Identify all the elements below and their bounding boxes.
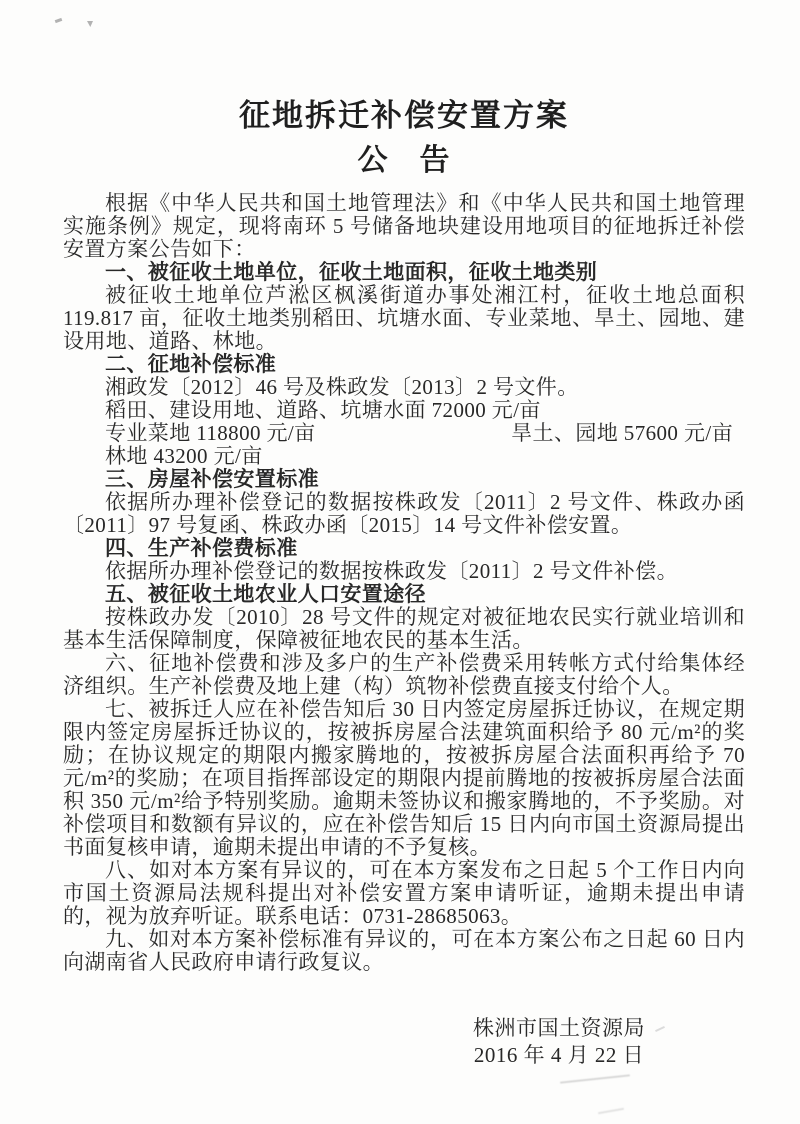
rate-vegetable-plot: 专业菜地 118800 元/亩 xyxy=(105,421,316,445)
section-8-paragraph: 八、如对本方案有异议的，可在本方案发布之日起 5 个工作日内向市国土资源局法规科提出对补偿安置方案申请听证，逾期未提出申请的，视为放弃听证。联系电话：0731-28685063。 xyxy=(63,858,745,928)
scan-speck xyxy=(55,18,63,23)
section-7-paragraph: 七、被拆迁人应在补偿告知后 30 日内签定房屋拆迁协议，在规定期限内签定房屋拆迁协议的，按被拆房屋合法建筑面积给予 80 元/m²的奖励；在协议规定的期限内搬家腾地的，按被拆房屋合法面积再给予 70 元/m²的奖励；在项目指挥部设定的期限内提前腾地的按被拆房屋合法面积 350 元/m²给予特别奖励。逾期未签协议和搬家腾地的，不予奖励。对补偿项目和数额有异议的，应在补偿告知后 15 日内向市国土资源局提出书面复核申请，逾期未提出申请的不予复核。 xyxy=(63,697,745,859)
document-title: 征地拆迁补偿安置方案 xyxy=(239,98,569,133)
document-content xyxy=(63,0,745,1069)
section-6-paragraph: 六、征地补偿费和涉及多户的生产补偿费采用转帐方式付给集体经济组织。生产补偿费及地上建（构）筑物补偿费直接支付给个人。 xyxy=(63,651,745,698)
rate-dry-land-orchard: 旱土、园地 57600 元/亩 xyxy=(511,421,733,445)
section-3-heading: 三、房屋补偿安置标准 xyxy=(105,467,319,491)
scan-smudge xyxy=(560,1074,630,1083)
section-9-paragraph: 九、如对本方案补偿标准有异议的，可在本方案公布之日起 60 日内向湖南省人民政府申请行政复议。 xyxy=(63,927,745,974)
section-3-body: 依据所办理补偿登记的数据按株政发〔2011〕2 号文件、株政办函〔2011〕97 号复函、株政办函〔2015〕14 号文件补偿安置。 xyxy=(63,490,745,537)
signature-block xyxy=(473,1015,645,1069)
section-1-body: 被征收土地单位芦淞区枫溪街道办事处湘江村，征收土地总面积 119.817 亩，征收土地类别稻田、坑塘水面、专业菜地、旱土、园地、建设用地、道路、林地。 xyxy=(63,283,745,353)
document-body xyxy=(63,192,745,974)
section-1-heading: 一、被征收土地单位，征收土地面积，征收土地类别 xyxy=(105,260,598,284)
scan-smudge xyxy=(598,1108,624,1114)
section-4-body: 依据所办理补偿登记的数据按株政发〔2011〕2 号文件补偿。 xyxy=(105,559,678,583)
rate-line-forest: 林地 43200 元/亩 xyxy=(105,444,263,468)
section-4-heading: 四、生产补偿费标准 xyxy=(105,536,298,560)
rate-line-paddy: 稻田、建设用地、道路、坑塘水面 72000 元/亩 xyxy=(105,398,541,422)
document-subtitle: 公 告 xyxy=(357,144,451,177)
rate-row xyxy=(63,422,745,445)
section-2-heading: 二、征地补偿标准 xyxy=(105,352,277,376)
section-5-heading: 五、被征收土地农业人口安置途径 xyxy=(105,582,426,606)
signature-org: 株洲市国土资源局 xyxy=(473,1016,645,1040)
signature-date: 2016 年 4 月 22 日 xyxy=(473,1043,645,1067)
paragraph-intro: 根据《中华人民共和国土地管理法》和《中华人民共和国土地管理实施条例》规定，现将南环 5 号储备地块建设用地项目的征地拆迁补偿安置方案公告如下： xyxy=(63,191,745,261)
section-2-reference-line: 湘政发〔2012〕46 号及株政发〔2013〕2 号文件。 xyxy=(105,375,579,399)
section-5-body: 按株政办发〔2010〕28 号文件的规定对被征地农民实行就业培训和基本生活保障制度，保障被征地农民的基本生活。 xyxy=(63,605,745,652)
